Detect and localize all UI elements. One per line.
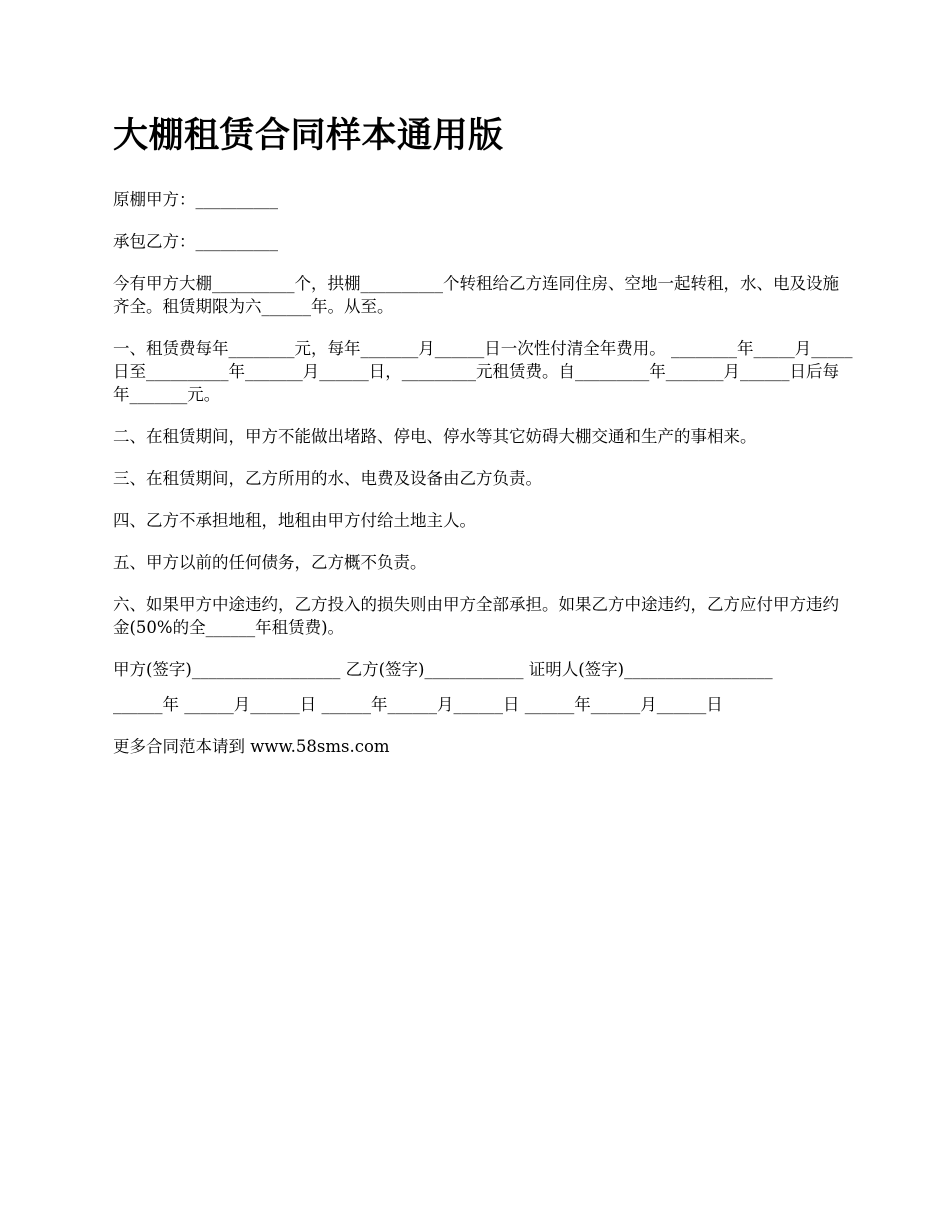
- clause-1-rent: 一、租赁费每年________元，每年_______月______日一次性付清全年费用。 ________年_____月_____日至__________年_______月______日，_________元租赁费。自_________年_______月______日后每年_______元。: [113, 339, 853, 404]
- clause-3: 三、在租赁期间，乙方所用的水、电费及设备由乙方负责。: [113, 469, 542, 488]
- date-line: ______年 ______月______日 ______年______月______日 ______年______月______日: [113, 695, 723, 714]
- clause-2: 二、在租赁期间，甲方不能做出堵路、停电、停水等其它妨碍大棚交通和生产的事相来。: [113, 427, 757, 446]
- document-page: [113, 112, 853, 777]
- intro-paragraph: 今有甲方大棚__________个，拱棚__________个转租给乙方连同住房、空地一起转租，水、电及设施齐全。租赁期限为六______年。从至。: [113, 274, 839, 316]
- clause-6: 六、如果甲方中途违约，乙方投入的损失则由甲方全部承担。如果乙方中途违约，乙方应付甲方违约金(50%的全______年租赁费)。: [113, 595, 839, 637]
- party-b-line: 承包乙方：__________: [113, 232, 278, 251]
- footer-note: 更多合同范本请到 www.58sms.com: [113, 737, 390, 756]
- clause-4: 四、乙方不承担地租，地租由甲方付给土地主人。: [113, 511, 476, 530]
- document-title: 大棚租赁合同样本通用版: [113, 116, 504, 156]
- clause-5: 五、甲方以前的任何债务，乙方概不负责。: [113, 553, 427, 572]
- party-a-line: 原棚甲方：__________: [113, 190, 278, 209]
- signature-line: 甲方(签字)__________________ 乙方(签字)____________ 证明人(签字)__________________: [113, 660, 773, 679]
